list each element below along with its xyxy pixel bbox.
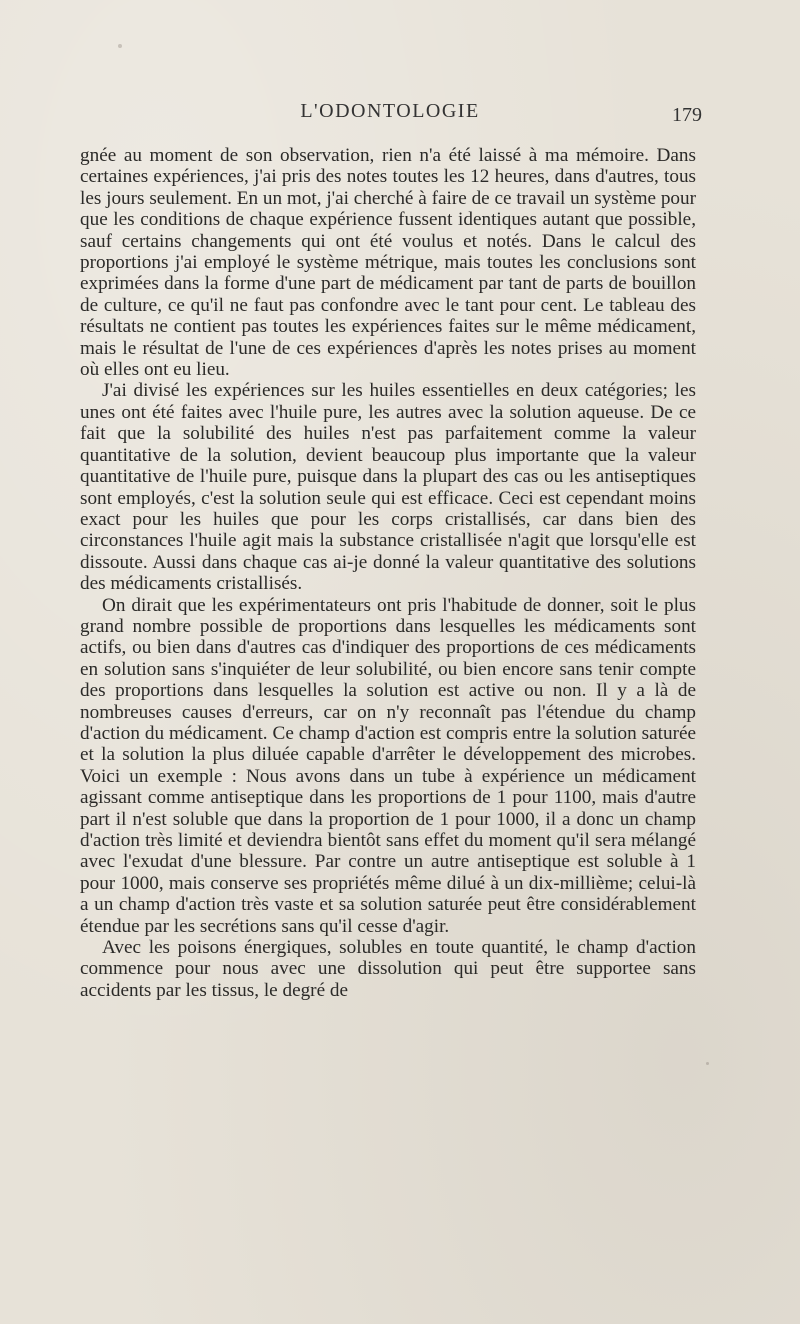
paper-speck [118,44,122,48]
page-number: 179 [672,104,702,126]
body-text [80,145,696,1001]
running-title: L'ODONTOLOGIE [300,100,480,122]
running-head [80,100,700,130]
paper-speck [452,196,455,199]
paragraph-energetic-poisons: Avec les poisons énergiques, solubles en toute quantité, le champ d'action commence pour nous avec une dissolution qui peut être supportee sans accidents par les tissus, le degré de [80,937,696,1001]
paragraph-continuation: gnée au moment de son observation, rien n'a été laissé à ma mémoire. Dans certaines expériences, j'ai pris des notes toutes les 12 heures, dans d'autres, tous les jours seulement. En un mot, j'ai cherché à faire de ce travail un système pour que les conditions de chaque expérience fussent identiques autant que possible, sauf certains changements qui ont été voulus et notés. Dans le calcul des proportions j'ai employé le système métrique, mais toutes les conclusions sont exprimées dans la forme d'une part de médicament par tant de parts de bouillon de culture, ce qu'il ne faut pas confondre avec le tant pour cent. Le tableau des résultats ne contient pas toutes les expériences faites sur le même médicament, mais le résultat de l'une de ces expériences d'après les notes prises au moment où elles ont eu lieu. [80,145,696,381]
paper-speck [706,1062,709,1065]
paragraph-experimenters: On dirait que les expérimentateurs ont pris l'habitude de donner, soit le plus grand nombre possible de proportions dans lesquelles les médicaments sont actifs, ou bien dans d'autres cas d'indiquer des proportions de ces médicaments en solution sans s'inquiéter de leur solubilité, ou bien encore sans tenir compte des proportions dans lesquelles la solution est active ou non. Il y a là de nombreuses causes d'erreurs, car on n'y reconnaît pas l'étendue du champ d'action du médicament. Ce champ d'action est compris entre la solution saturée et la solution la plus diluée capable d'arrêter le développement des microbes. Voici un exemple : Nous avons dans un tube à expérience un médicament agissant comme antiseptique dans les proportions de 1 pour 1100, mais d'autre part il n'est soluble que dans la proportion de 1 pour 1000, il a donc un champ d'action très limité et deviendra bientôt sans effet du moment qu'il sera mélangé avec l'exudat d'une blessure. Par contre un autre antiseptique est soluble à 1 pour 1000, mais conserve ses propriétés même dilué à un dix-millième; celui-là a un champ d'action très vaste et sa solution saturée peut être considérablement étendue par les secrétions sans qu'il cesse d'agir. [80,594,696,937]
paragraph-essential-oils: J'ai divisé les expériences sur les huiles essentielles en deux catégories; les unes ont été faites avec l'huile pure, les autres avec la solution aqueuse. De ce fait que la solubilité des huiles n'est pas parfaitement comme la valeur quantitative de la solution, devient beaucoup plus importante que la valeur quantitative de l'huile pure, puisque dans la plupart des cas ou les antiseptiques sont employés, c'est la solution seule qui est efficace. Ceci est cependant moins exact pour les huiles que pour les corps cristallisés, car dans bien des circonstances l'huile agit mais la substance cristallisée n'agit que lorsqu'elle est dissoute. Aussi dans chaque cas ai-je donné la valeur quantitative des solutions des médicaments cristallisés. [80,380,696,595]
